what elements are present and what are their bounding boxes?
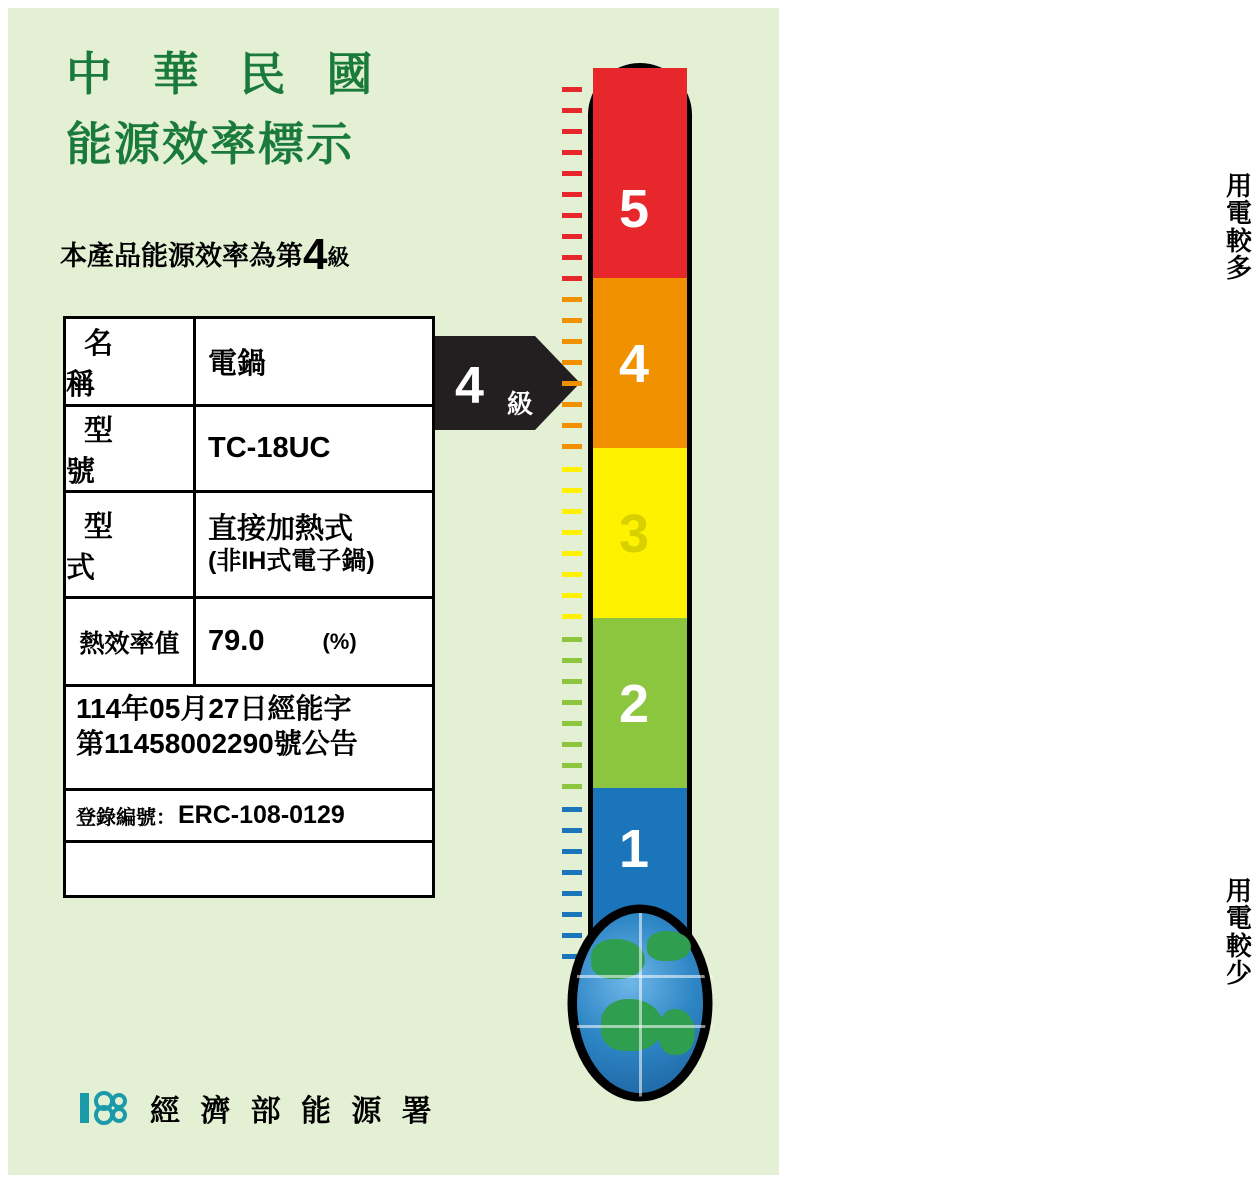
footer-agency (80, 1086, 438, 1130)
table-row (66, 319, 432, 407)
table-row-blank (66, 843, 432, 895)
scale-tick (562, 213, 582, 218)
scale-tick (562, 171, 582, 176)
scale-tick (562, 891, 582, 896)
public-notice (66, 687, 432, 788)
scale-tick (562, 614, 582, 619)
scale-tick (562, 339, 582, 344)
level-label-2: 2 (619, 674, 650, 734)
scale-tick (562, 509, 582, 514)
scale-tick (562, 551, 582, 556)
grade-statement-prefix: 本產品能源效率為第 (60, 241, 303, 271)
scale-tick (562, 721, 582, 726)
scale-tick (562, 849, 582, 854)
scale-tick (562, 381, 582, 386)
scale-tick (562, 402, 582, 407)
agency-name: 經 濟 部 能 源 署 (150, 1095, 438, 1128)
scale-tick (562, 700, 582, 705)
thermometer-level-4 (593, 278, 687, 448)
row-value-type-line1: 直接加熱式 (208, 513, 354, 546)
scale-tick (562, 742, 582, 747)
level-label-1: 1 (619, 819, 650, 879)
scale-tick (562, 423, 582, 428)
scale-tick (562, 108, 582, 113)
level-label-3: 3 (619, 504, 650, 564)
scale-tick (562, 593, 582, 598)
scale-tick (562, 129, 582, 134)
thermometer-level-5 (593, 68, 687, 278)
scale-tick (562, 933, 582, 938)
product-grade-statement (60, 230, 350, 280)
scale-tick (562, 150, 582, 155)
label-title-line1: 中 華 民 國 (66, 48, 387, 100)
side-label-less-energy: 用電較少 (1225, 876, 1252, 988)
globe-bulb-icon (572, 908, 708, 1098)
table-row (66, 493, 432, 599)
efficiency-value: 79.0 (208, 625, 265, 657)
scale-tick (562, 637, 582, 642)
scale-tick (562, 360, 582, 365)
row-value-name: 電鍋 (208, 348, 267, 380)
scale-tick (562, 807, 582, 812)
blank-cell (66, 843, 432, 895)
scale-tick (562, 87, 582, 92)
scale-tick (562, 444, 582, 449)
notice-line2: 第11458002290號公告 (76, 728, 358, 759)
row-value-type-line2: (非IH式電子鍋) (208, 546, 375, 575)
efficiency-thermometer (532, 63, 1252, 1118)
row-value-efficiency (196, 599, 432, 684)
scale-tick (562, 530, 582, 535)
product-info-table (63, 316, 435, 898)
registration-value: ERC-108-0129 (178, 801, 345, 829)
row-value-type (196, 493, 432, 596)
registration-row (66, 791, 432, 840)
energy-label-card (8, 8, 1252, 1175)
scale-tick (562, 784, 582, 789)
scale-tick (562, 192, 582, 197)
level-label-5: 5 (619, 179, 650, 239)
row-label-type: 型 式 (66, 493, 196, 596)
row-label-efficiency: 熱效率值 (66, 599, 196, 684)
badge-grade-unit: 級 (507, 389, 534, 419)
scale-tick (562, 828, 582, 833)
scale-tick (562, 572, 582, 577)
row-label-name: 名 稱 (66, 319, 196, 404)
scale-tick (562, 763, 582, 768)
thermometer-level-3 (593, 448, 687, 618)
scale-tick (562, 467, 582, 472)
row-value-model: TC-18UC (208, 432, 331, 464)
row-label-model: 型 號 (66, 407, 196, 490)
thermometer-level-2 (593, 618, 687, 788)
thermometer-tube (588, 63, 692, 953)
energy-bureau-logo-icon (80, 1091, 126, 1125)
label-title-line2: 能源效率標示 (66, 118, 354, 170)
table-row (66, 407, 432, 493)
thermometer-scale-ticks (562, 77, 582, 947)
scale-tick (562, 297, 582, 302)
efficiency-unit: (%) (322, 628, 357, 654)
grade-statement-suffix: 級 (327, 245, 350, 270)
scale-tick (562, 488, 582, 493)
scale-tick (562, 912, 582, 917)
badge-grade-number: 4 (455, 357, 484, 415)
scale-tick (562, 658, 582, 663)
table-row (66, 791, 432, 843)
scale-tick (562, 234, 582, 239)
notice-line1: 114年05月27日經能字 (76, 693, 352, 724)
level-label-4: 4 (619, 334, 650, 394)
scale-tick (562, 318, 582, 323)
grade-statement-number: 4 (303, 230, 328, 279)
table-row (66, 687, 432, 791)
table-row (66, 599, 432, 687)
side-label-more-energy: 用電較多 (1225, 171, 1252, 283)
scale-tick (562, 679, 582, 684)
scale-tick (562, 276, 582, 281)
scale-tick (562, 255, 582, 260)
scale-tick (562, 870, 582, 875)
registration-label: 登錄編號： (76, 807, 176, 829)
